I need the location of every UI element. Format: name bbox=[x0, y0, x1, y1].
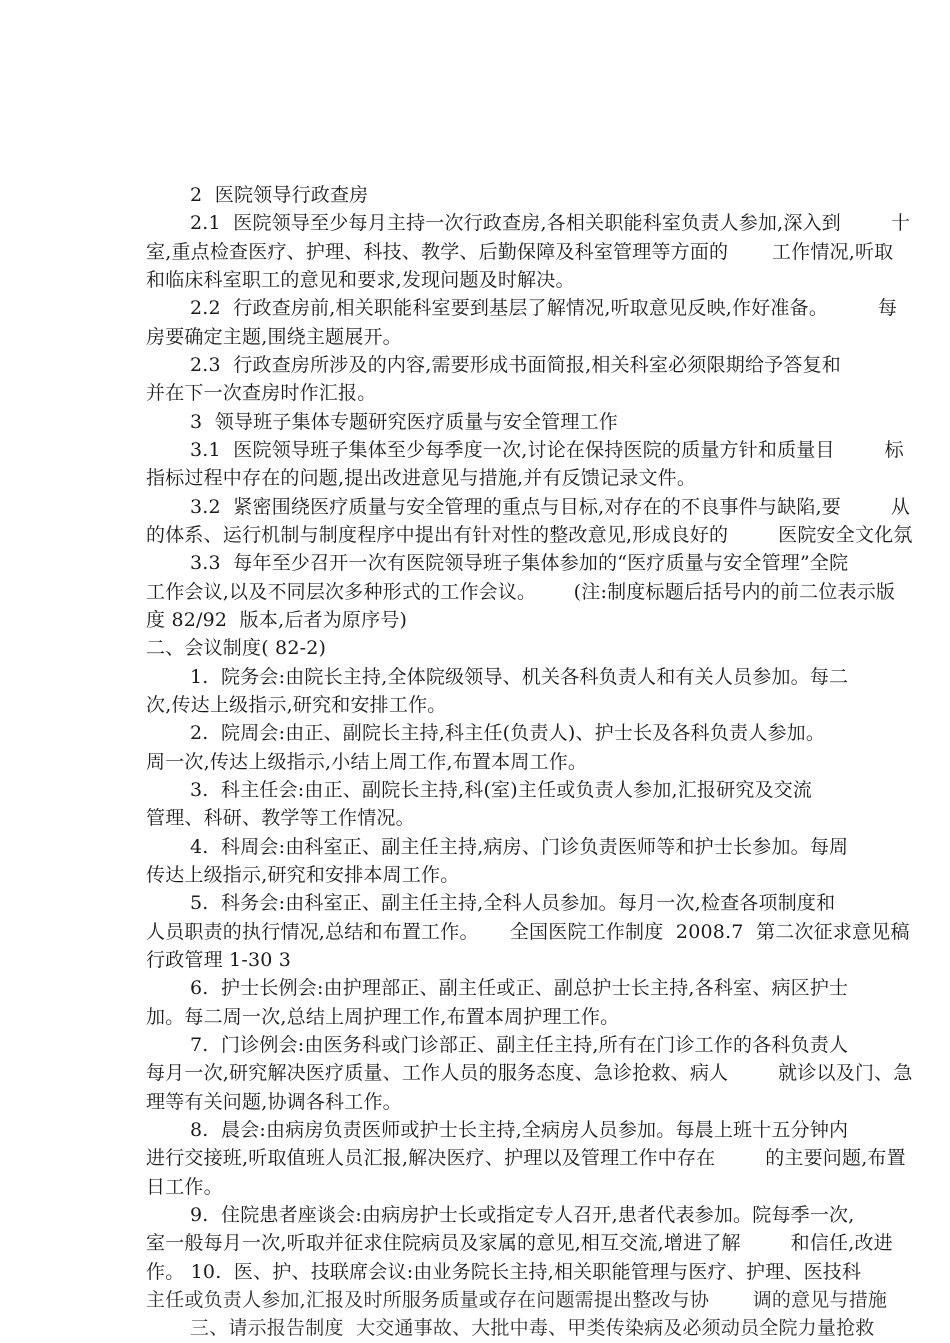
text-line: 传达上级指示,研究和安排本周工作。 bbox=[146, 864, 460, 886]
section-heading: 二、会议制度( 82-2) bbox=[146, 637, 327, 659]
text-line: 2 医院领导行政查房 bbox=[190, 184, 369, 206]
text-line: 房要确定主题,围绕主题展开。 bbox=[146, 326, 402, 348]
text-line: 作。 10. 医、护、技联席会议:由业务院长主持,相关职能管理与医疗、护理、医技科 bbox=[146, 1261, 862, 1283]
text-line: 室,重点检查医疗、护理、科技、教学、后勤保障及科室管理等方面的 工作情况,听取 bbox=[146, 241, 894, 263]
text-line: 次,传达上级指示,研究和安排工作。 bbox=[146, 694, 447, 716]
text-line: 2.2 行政查房前,相关职能科室要到基层了解情况,听取意见反映,作好准备。 每 bbox=[190, 297, 898, 319]
text-line: 管理、科研、教学等工作情况。 bbox=[146, 807, 415, 829]
text-line: 3. 科主任会:由正、副院长主持,科(室)主任或负责人参加,汇报研究及交流 bbox=[190, 779, 813, 801]
text-line: 1. 院务会:由院长主持,全体院级领导、机关各科负责人和有关人员参加。每二 bbox=[190, 666, 849, 688]
text-line: 加。每二周一次,总结上周护理工作,布置本周护理工作。 bbox=[146, 1006, 620, 1028]
text-line: 5. 科务会:由科室正、副主任主持,全科人员参加。每月一次,检查各项制度和 bbox=[190, 892, 836, 914]
text-line: 行政管理 1-30 3 bbox=[146, 949, 292, 971]
text-line: 理等有关问题,协调各科工作。 bbox=[146, 1091, 402, 1113]
text-line: 6. 护士长例会:由护理部正、副主任或正、副总护士长主持,各科室、病区护士 bbox=[190, 977, 849, 999]
text-line: 2. 院周会:由正、副院长主持,科主任(负责人)、护士长及各科负责人参加。 bbox=[190, 722, 826, 744]
text-line: 日工作。 bbox=[146, 1176, 223, 1198]
text-line: 每月一次,研究解决医疗质量、工作人员的服务态度、急诊抢救、病人 就诊以及门、急 bbox=[146, 1062, 913, 1084]
text-line: 进行交接班,听取值班人员汇报,解决医疗、护理以及管理工作中存在 的主要问题,布置 bbox=[146, 1147, 906, 1169]
text-line: 3.2 紧密围绕医疗质量与安全管理的重点与目标,对存在的不良事件与缺陷,要 从 bbox=[190, 496, 911, 518]
text-line: 主任或负责人参加,汇报及时所服务质量或存在问题需提出整改与协 调的意见与措施 bbox=[146, 1289, 888, 1311]
text-line: 度 82/92 版本,后者为原序号) bbox=[146, 609, 408, 631]
text-line: 3.1 医院领导班子集体至少每季度一次,讨论在保持医院的质量方针和质量目 标 bbox=[190, 439, 904, 461]
text-line: 3.3 每年至少召开一次有医院领导班子集体参加的“医疗质量与安全管理”全院 bbox=[190, 552, 849, 574]
text-line: 2.3 行政查房所涉及的内容,需要形成书面简报,相关科室必须限期给予答复和 bbox=[190, 354, 841, 376]
text-line: 人员职责的执行情况,总结和布置工作。 全国医院工作制度 2008.7 第二次征求意见稿 bbox=[146, 921, 910, 943]
text-line: 的体系、运行机制与制度程序中提出有针对性的整改意见,形成良好的 医院安全文化氛 bbox=[146, 524, 913, 546]
text-line: 8. 晨会:由病房负责医师或护士长主持,全病房人员参加。每晨上班十五分钟内 bbox=[190, 1119, 849, 1141]
text-line: 9. 住院患者座谈会:由病房护士长或指定专人召开,患者代表参加。院每季一次, bbox=[190, 1204, 855, 1226]
text-line: 周一次,传达上级指示,小结上周工作,布置本周工作。 bbox=[146, 751, 588, 773]
text-line: 室一般每月一次,听取并征求住院病员及家属的意见,相互交流,增进了解 和信任,改进 bbox=[146, 1232, 893, 1254]
text-line: 工作会议,以及不同层次多种形式的工作会议。 (注:制度标题后括号内的前二位表示版 bbox=[146, 581, 896, 603]
text-line: 三、请示报告制度 大交通事故、大批中毒、甲类传染病及必须动员全院力量抢救 bbox=[190, 1317, 875, 1339]
text-line: 7. 门诊例会:由医务科或门诊部正、副主任主持,所有在门诊工作的各科负责人 bbox=[190, 1034, 849, 1056]
text-line: 和临床科室职工的意见和要求,发现问题及时解决。 bbox=[146, 269, 575, 291]
section-heading: 3 领导班子集体专题研究医疗质量与安全管理工作 bbox=[190, 411, 618, 433]
text-line: 并在下一次查房时作汇报。 bbox=[146, 382, 377, 404]
text-line: 2.1 医院领导至少每月主持一次行政查房,各相关职能科室负责人参加,深入到 十 bbox=[190, 212, 911, 234]
text-line: 指标过程中存在的问题,提出改进意见与措施,并有反馈记录文件。 bbox=[146, 467, 697, 489]
text-line: 4. 科周会:由科室正、副主任主持,病房、门诊负责医师等和护士长参加。每周 bbox=[190, 836, 849, 858]
